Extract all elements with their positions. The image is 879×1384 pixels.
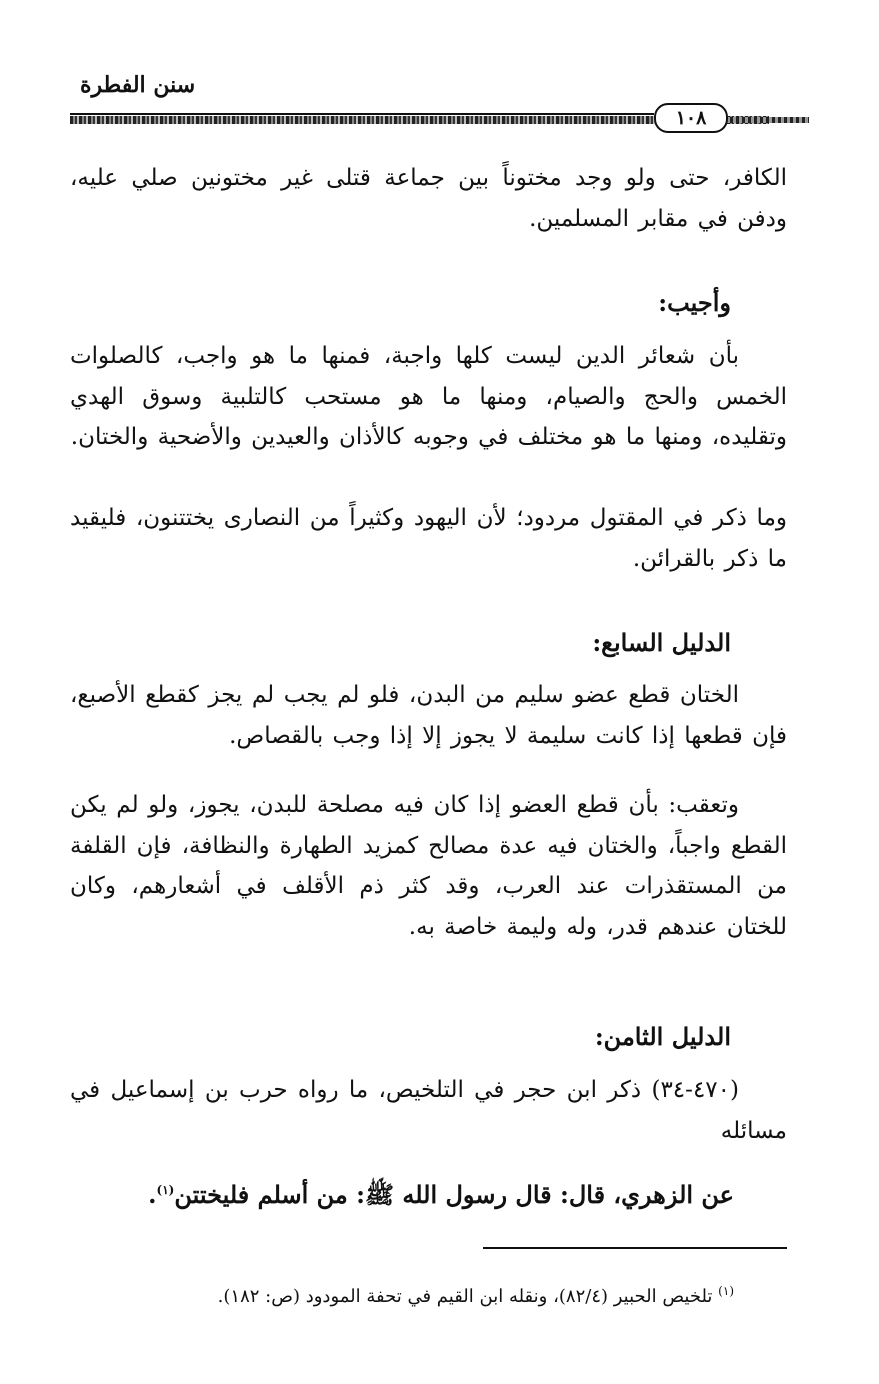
running-header-title: سنن الفطرة <box>80 72 196 98</box>
header-ornament-rule-right <box>724 117 809 123</box>
footnote-separator <box>483 1247 787 1249</box>
page-number: ١٠٨ <box>654 103 728 133</box>
paragraph-5: وتعقب: بأن قطع العضو إذا كان فيه مصلحة للبدن، يجوز، ولو لم يكن القطع واجباً، والختان فيه عدة مصالح كمزيد الطهارة والنظافة، فإن القلفة من المستقذرات عند العرب، وقد كثر ذم الأقلف في أشعارهم، وكان للختان عندهم قدر، وله وليمة خاصة به. <box>70 792 787 940</box>
footnote <box>70 1284 734 1307</box>
paragraph-4: الختان قطع عضو سليم من البدن، فلو لم يجب لم يجز كقطع الأصبع، فإن قطعها إذا كانت سليمة لا يجوز إلا إذا وجب بالقصاص. <box>70 682 787 749</box>
paragraph-1: الكافر، حتى ولو وجد مختوناً بين جماعة قتلى غير مختونين صلي عليه، ودفن في مقابر المسلمين. <box>70 165 787 232</box>
footnote-text: تلخيص الحبير (٨٢/٤)، ونقله ابن القيم في تحفة المودود (ص: ١٨٢). <box>217 1286 713 1307</box>
hadith-end: . <box>148 1180 157 1209</box>
paragraph-2: بأن شعائر الدين ليست كلها واجبة، فمنها ما هو واجب، كالصلوات الخمس والحج والصيام، ومنها ما هو مستحب كالتلبية وسوق الهدي وتقليده، ومنها ما هو مختلف في وجوبه كالأذان والعيدين والأضحية والختان. <box>70 343 787 450</box>
paragraph-6: (٤٧٠-٣٤) ذكر ابن حجر في التلخيص، ما رواه حرب بن إسماعيل في مسائله <box>70 1077 787 1144</box>
header-rule <box>70 113 654 115</box>
heading-eighth-evidence: الدليل الثامن: <box>594 1022 731 1051</box>
heading-seventh-evidence: الدليل السابع: <box>592 628 731 657</box>
hadith-text <box>70 1180 734 1215</box>
paragraph-3: وما ذكر في المقتول مردود؛ لأن اليهود وكثيراً من النصارى يختتنون، فليقيد ما ذكر بالقرائن. <box>70 505 787 572</box>
heading-answer: وأجيب: <box>658 288 731 317</box>
hadith-footnote-marker: (١) <box>156 1183 175 1197</box>
footnote-marker: (١) <box>718 1284 734 1298</box>
hadith-body: عن الزهري، قال: قال رسول الله ﷺ: من أسلم فليختتن <box>174 1180 734 1209</box>
